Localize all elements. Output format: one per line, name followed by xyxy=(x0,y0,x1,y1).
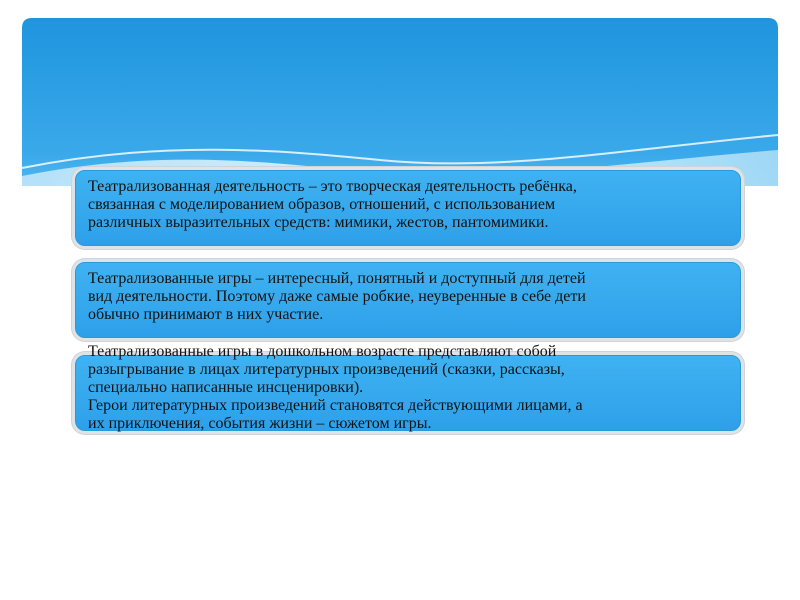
card-3-text: Театрализованные игры в дошкольном возрасте представляют собой разыгрывание в лицах литературных произведений (сказки, рассказы, специально написанные инсценировки). Герои литературных произведений становятся действующими лицами, а их приключения, события жизни – сюжетом игры. xyxy=(88,343,583,432)
card-2-text: Театрализованные игры – интересный, понятный и доступный для детей вид деятельности. Поэтому даже самые робкие, неуверенные в себе дети обычно принимают в них участие. xyxy=(88,270,586,323)
card-1-text: Театрализованная деятельность – это творческая деятельность ребёнка, связанная с моделированием образов, отношений, с использованием различных выразительных средств: мимики, жестов, пантомимики. xyxy=(88,178,577,231)
